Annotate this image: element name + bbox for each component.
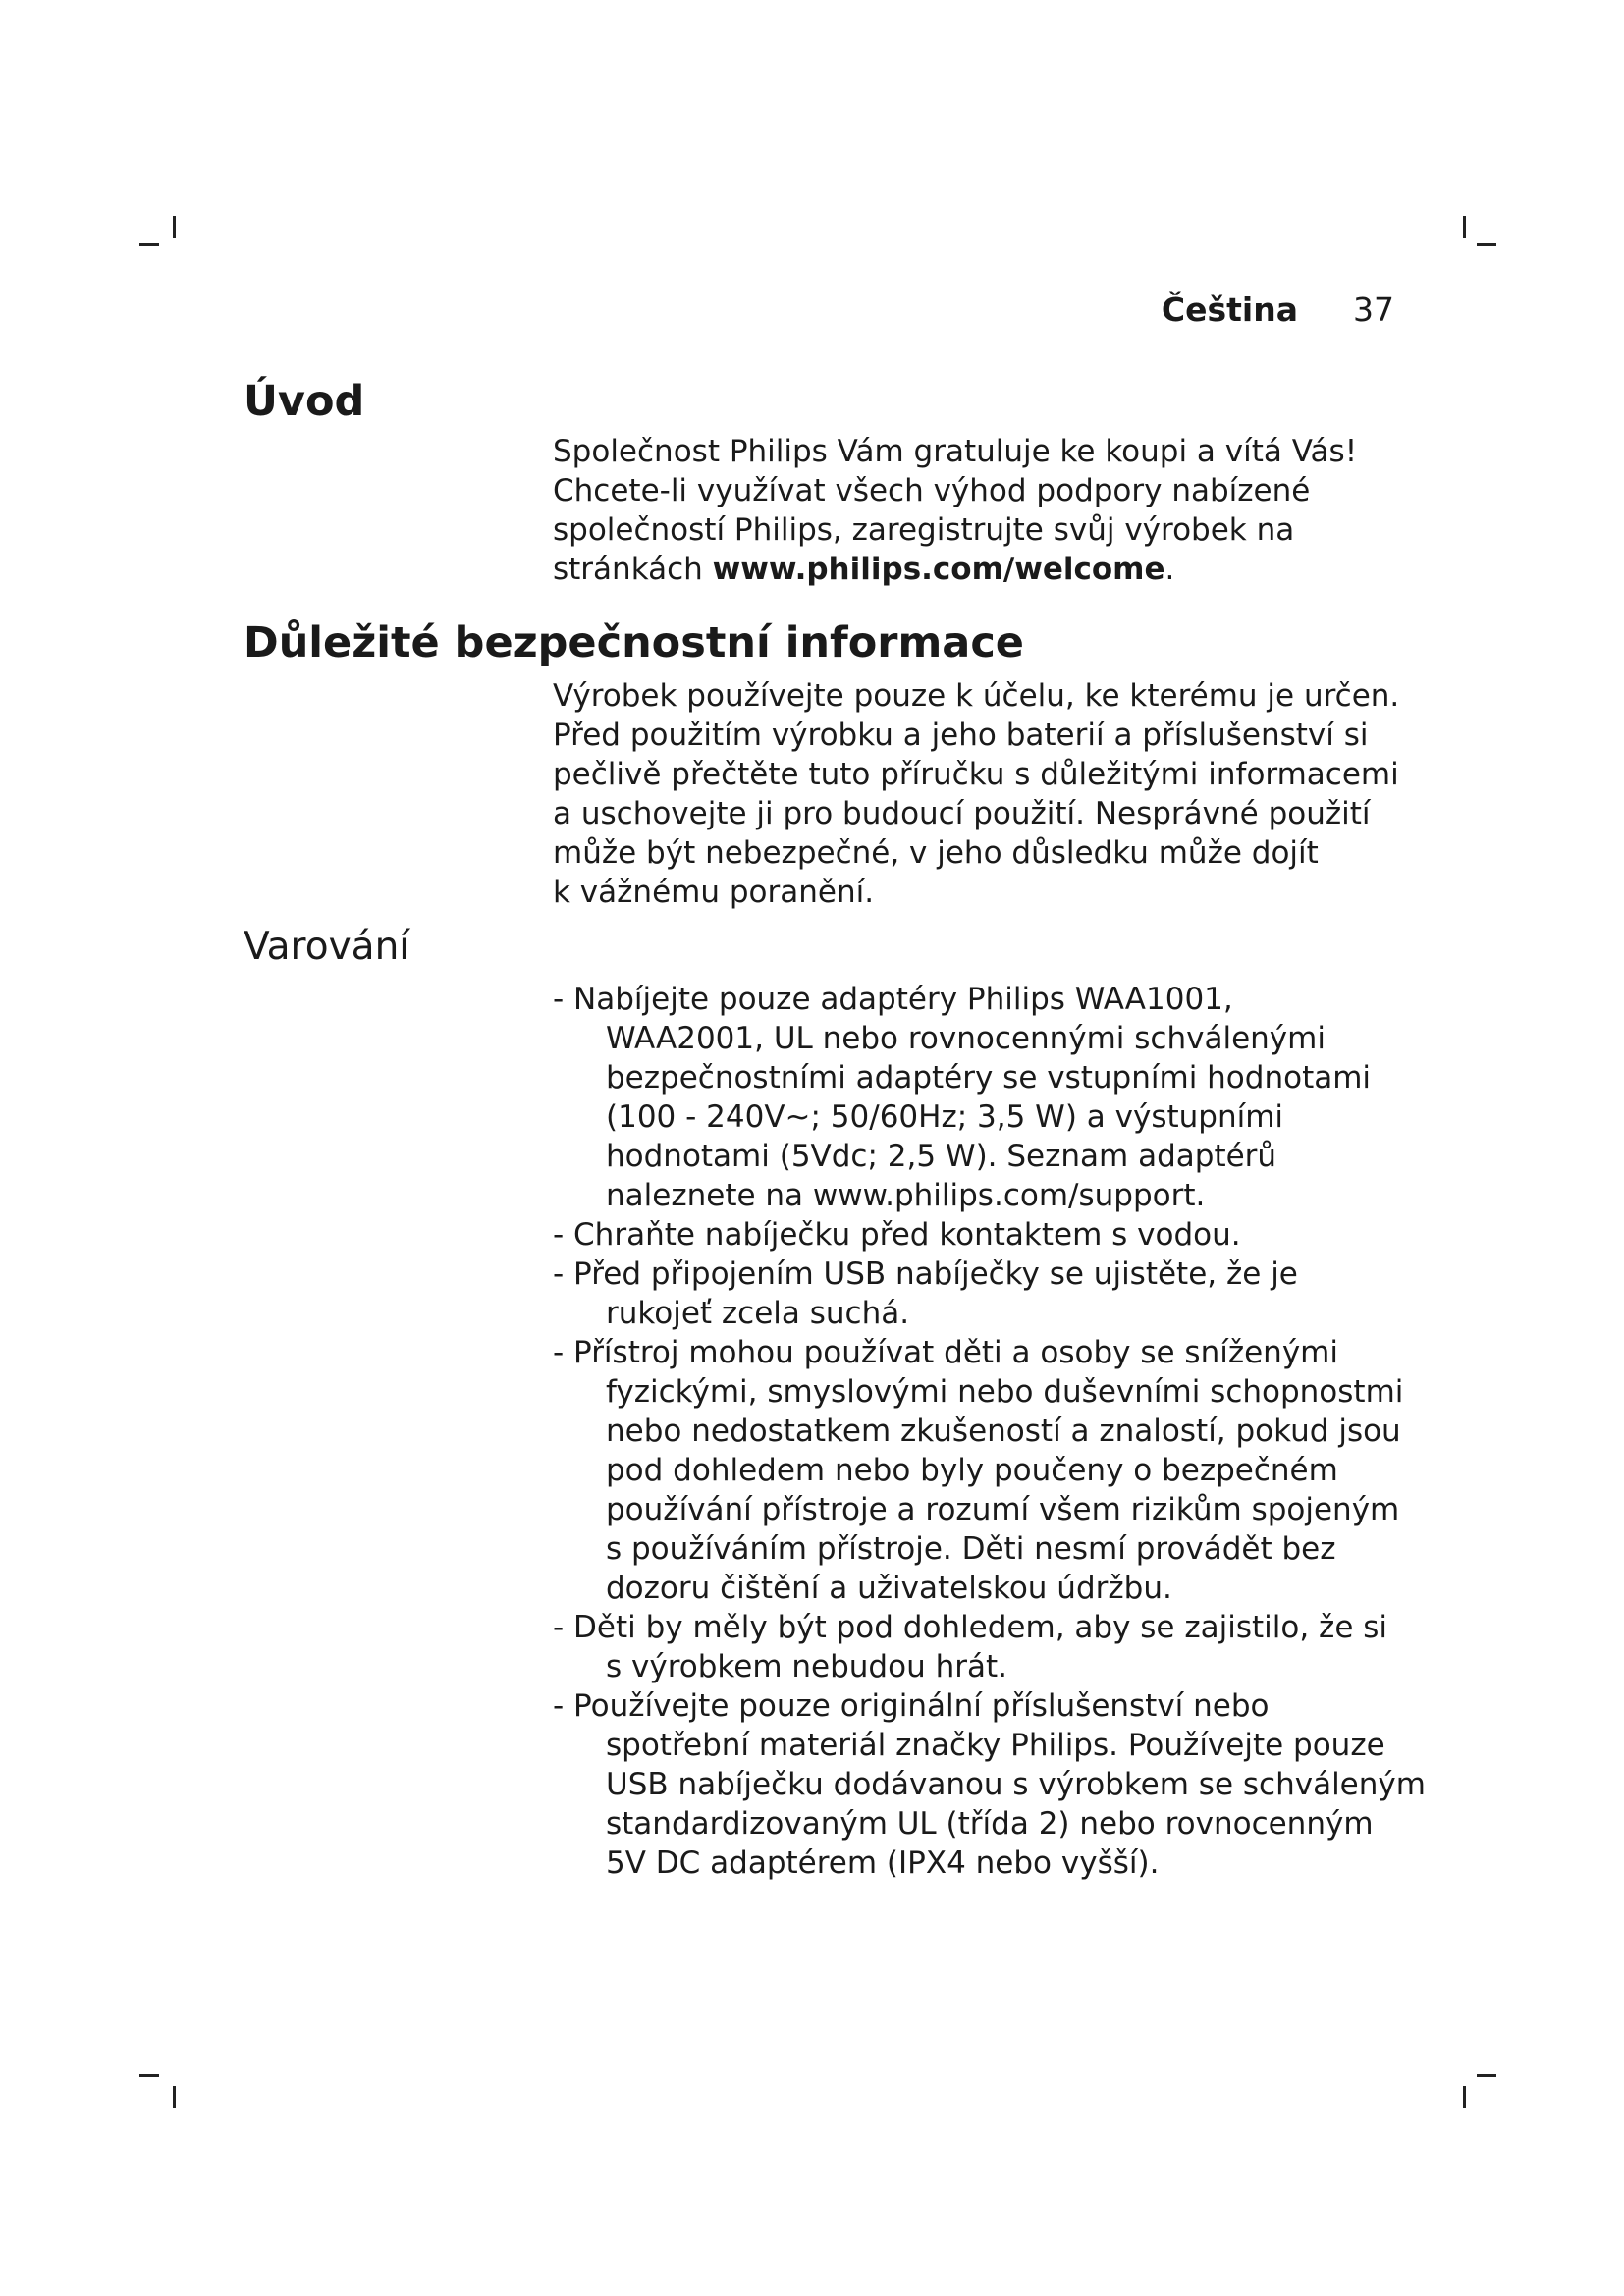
warning-heading: Varování bbox=[244, 925, 410, 969]
safety-paragraph bbox=[553, 676, 1417, 912]
warning-line: spotřební materiál značky Philips. Používejte pouze bbox=[606, 1728, 1385, 1763]
warning-line: WAA2001, UL nebo rovnocennými schválenými bbox=[606, 1021, 1326, 1056]
warning-line: pod dohledem nebo byly poučeny o bezpečném bbox=[606, 1453, 1338, 1488]
warning-line: - Před připojením USB nabíječky se ujistěte, že je bbox=[553, 1256, 1298, 1292]
warning-item bbox=[553, 1215, 1417, 1255]
intro-last-prefix: stránkách bbox=[553, 552, 713, 587]
welcome-link[interactable]: www.philips.com/welcome bbox=[712, 552, 1165, 587]
page-number: 37 bbox=[1353, 291, 1394, 329]
intro-heading: Úvod bbox=[244, 377, 365, 426]
warning-line: (100 - 240V~; 50/60Hz; 3,5 W) a výstupními bbox=[606, 1099, 1284, 1135]
safety-line: a uschovejte ji pro budoucí použití. Nesprávné použití bbox=[553, 796, 1371, 831]
warning-line: standardizovaným UL (třída 2) nebo rovnocenným bbox=[606, 1806, 1374, 1842]
crop-mark-top-right-horizontal bbox=[1477, 243, 1496, 246]
intro-line: společností Philips, zaregistrujte svůj výrobek na bbox=[553, 512, 1295, 548]
warning-item bbox=[553, 1608, 1417, 1686]
warning-line: bezpečnostními adaptéry se vstupními hodnotami bbox=[606, 1060, 1372, 1095]
warning-line: naleznete na www.philips.com/support. bbox=[606, 1178, 1206, 1213]
header-language: Čeština bbox=[1161, 291, 1298, 329]
warning-list bbox=[553, 980, 1426, 1883]
warning-line: hodnotami (5Vdc; 2,5 W). Seznam adaptérů bbox=[606, 1139, 1277, 1174]
page-header bbox=[1162, 291, 1394, 329]
safety-line: pečlivě přečtěte tuto příručku s důležitými informacemi bbox=[553, 757, 1399, 792]
crop-mark-bottom-right-vertical bbox=[1463, 2086, 1466, 2108]
warning-line: - Děti by měly být pod dohledem, aby se zajistilo, že si bbox=[553, 1610, 1388, 1645]
safety-heading: Důležité bezpečnostní informace bbox=[244, 618, 1024, 667]
warning-line: 5V DC adaptérem (IPX4 nebo vyšší). bbox=[606, 1845, 1160, 1881]
intro-line-last bbox=[553, 550, 1417, 589]
crop-mark-top-left-horizontal bbox=[139, 243, 159, 246]
crop-mark-bottom-right-horizontal bbox=[1477, 2074, 1496, 2077]
warning-line: nebo nedostatkem zkušeností a znalostí, pokud jsou bbox=[606, 1414, 1401, 1449]
warning-item bbox=[553, 980, 1417, 1215]
crop-mark-bottom-left-horizontal bbox=[139, 2074, 159, 2077]
warning-line: používání přístroje a rozumí všem rizikům spojeným bbox=[606, 1492, 1400, 1527]
crop-mark-top-left-vertical bbox=[173, 216, 176, 238]
crop-mark-bottom-left-vertical bbox=[173, 2086, 176, 2108]
safety-line: Před použitím výrobku a jeho baterií a příslušenství si bbox=[553, 718, 1369, 753]
warning-line: - Přístroj mohou používat děti a osoby se sníženými bbox=[553, 1335, 1338, 1370]
warning-line: rukojeť zcela suchá. bbox=[606, 1296, 910, 1331]
safety-line: Výrobek používejte pouze k účelu, ke kterému je určen. bbox=[553, 678, 1400, 714]
intro-paragraph bbox=[553, 432, 1417, 589]
safety-line: může být nebezpečné, v jeho důsledku může dojít bbox=[553, 835, 1319, 871]
warning-line: USB nabíječku dodávanou s výrobkem se schváleným bbox=[606, 1767, 1426, 1802]
warning-item bbox=[553, 1333, 1417, 1608]
warning-line: s výrobkem nebudou hrát. bbox=[606, 1649, 1007, 1684]
warning-line: dozoru čištění a uživatelskou údržbu. bbox=[606, 1571, 1172, 1606]
warning-line: - Používejte pouze originální příslušenství nebo bbox=[553, 1688, 1270, 1724]
warning-line: - Chraňte nabíječku před kontaktem s vodou. bbox=[553, 1217, 1241, 1253]
intro-line: Chcete-li využívat všech výhod podpory nabízené bbox=[553, 473, 1311, 508]
crop-mark-top-right-vertical bbox=[1463, 216, 1466, 238]
warning-item bbox=[553, 1686, 1426, 1883]
warning-line: s používáním přístroje. Děti nesmí provádět bez bbox=[606, 1531, 1336, 1567]
safety-line: k vážnému poranění. bbox=[553, 875, 875, 910]
warning-line: fyzickými, smyslovými nebo duševními schopnostmi bbox=[606, 1374, 1404, 1410]
warning-item bbox=[553, 1255, 1417, 1333]
intro-line: Společnost Philips Vám gratuluje ke koupi a vítá Vás! bbox=[553, 434, 1358, 469]
intro-last-suffix: . bbox=[1164, 552, 1175, 587]
warning-line: - Nabíjejte pouze adaptéry Philips WAA1001, bbox=[553, 982, 1233, 1017]
